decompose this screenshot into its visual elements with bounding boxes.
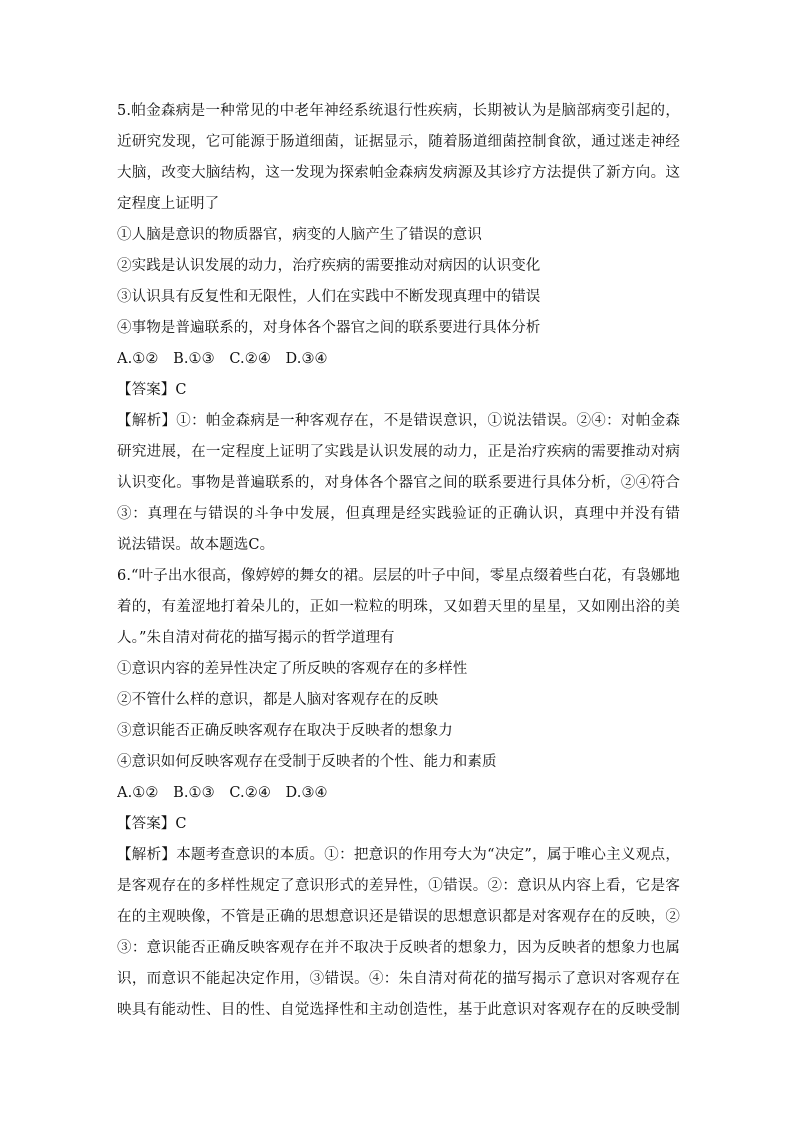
q6-analysis-line: 在的主观映像，不管是正确的思想意识还是错误的思想意识都是对客观存在的反映，② [117, 909, 680, 925]
q5-analysis-line: 说法错误。故本题选C。 [117, 537, 275, 553]
q6-analysis-line: 是客观存在的多样性规定了意识形式的差异性，①错误。②：意识从内容上看，它是客 [117, 878, 680, 894]
q5-stem-line: 定程度上证明了 [117, 196, 220, 212]
q5-analysis-line: 认识变化。事物是普遍联系的，对身体各个器官之间的联系要进行具体分析，②④符合 [117, 475, 680, 491]
question-6 [117, 561, 680, 1026]
q5-choices: A.①② B.①③ C.②④ D.③④ [117, 351, 328, 367]
q5-analysis-line: ③：真理在与错误的斗争中发展，但真理是经实践验证的正确认识，真理中并没有错 [117, 506, 680, 522]
q6-analysis-line: 识，而意识不能起决定作用，③错误。④：朱自清对荷花的描写揭示了意识对客观存在 [117, 971, 680, 987]
q6-option-1: ①意识内容的差异性决定了所反映的客观存在的多样性 [117, 661, 468, 677]
q6-choices: A.①② B.①③ C.②④ D.③④ [117, 785, 328, 801]
q5-analysis-line: 研究进展，在一定程度上证明了实践是认识发展的动力，正是治疗疾病的需要推动对病 [117, 444, 680, 460]
q6-option-4: ④意识如何反映客观存在受制于反映者的个性、能力和素质 [117, 754, 497, 770]
q5-stem-line: 5.帕金森病是一种常见的中老年神经系统退行性疾病，长期被认为是脑部病变引起的， [117, 103, 680, 119]
q5-option-1: ①人脑是意识的物质器官，病变的人脑产生了错误的意识 [117, 227, 482, 243]
q6-option-3: ③意识能否正确反映客观存在取决于反映者的想象力 [117, 723, 453, 739]
q6-answer: 【答案】C [117, 816, 187, 832]
q5-stem-line: 近研究发现，它可能源于肠道细菌，证据显示，随着肠道细菌控制食欲，通过迷走神经 [117, 134, 680, 150]
q5-option-2: ②实践是认识发展的动力，治疗疾病的需要推动对病因的认识变化 [117, 258, 541, 274]
q6-stem-line: 着的，有羞涩地打着朵儿的，正如一粒粒的明珠，又如碧天里的星星，又如刚出浴的美 [117, 599, 680, 615]
q5-option-3: ③认识具有反复性和无限性，人们在实践中不断发现真理中的错误 [117, 289, 541, 305]
q5-answer: 【答案】C [117, 382, 187, 398]
q6-analysis-line: 映具有能动性、目的性、自觉选择性和主动创造性，基于此意识对客观存在的反映受制 [117, 1002, 680, 1018]
q6-option-2: ②不管什么样的意识，都是人脑对客观存在的反映 [117, 692, 439, 708]
q6-analysis-line: ③：意识能否正确反映客观存在并不取决于反映者的想象力，因为反映者的想象力也属 [117, 940, 680, 956]
question-5 [117, 96, 680, 561]
q5-stem-line: 大脑，改变大脑结构，这一发现为探索帕金森病发病源及其诊疗方法提供了新方向。这 [117, 165, 680, 181]
q5-option-4: ④事物是普遍联系的，对身体各个器官之间的联系要进行具体分析 [117, 320, 541, 336]
q5-analysis-line: 【解析】①：帕金森病是一种客观存在，不是错误意识，①说法错误。②④：对帕金森 [117, 413, 680, 429]
q6-stem-line: 6.“叶子出水很高，像婷婷的舞女的裙。层层的叶子中间，零星点缀着些白花，有袅娜地 [117, 568, 680, 584]
q6-stem-line: 人。”朱自清对荷花的描写揭示的哲学道理有 [117, 630, 395, 646]
q6-analysis-line: 【解析】本题考查意识的本质。①：把意识的作用夸大为“决定”，属于唯心主义观点， [117, 847, 680, 863]
